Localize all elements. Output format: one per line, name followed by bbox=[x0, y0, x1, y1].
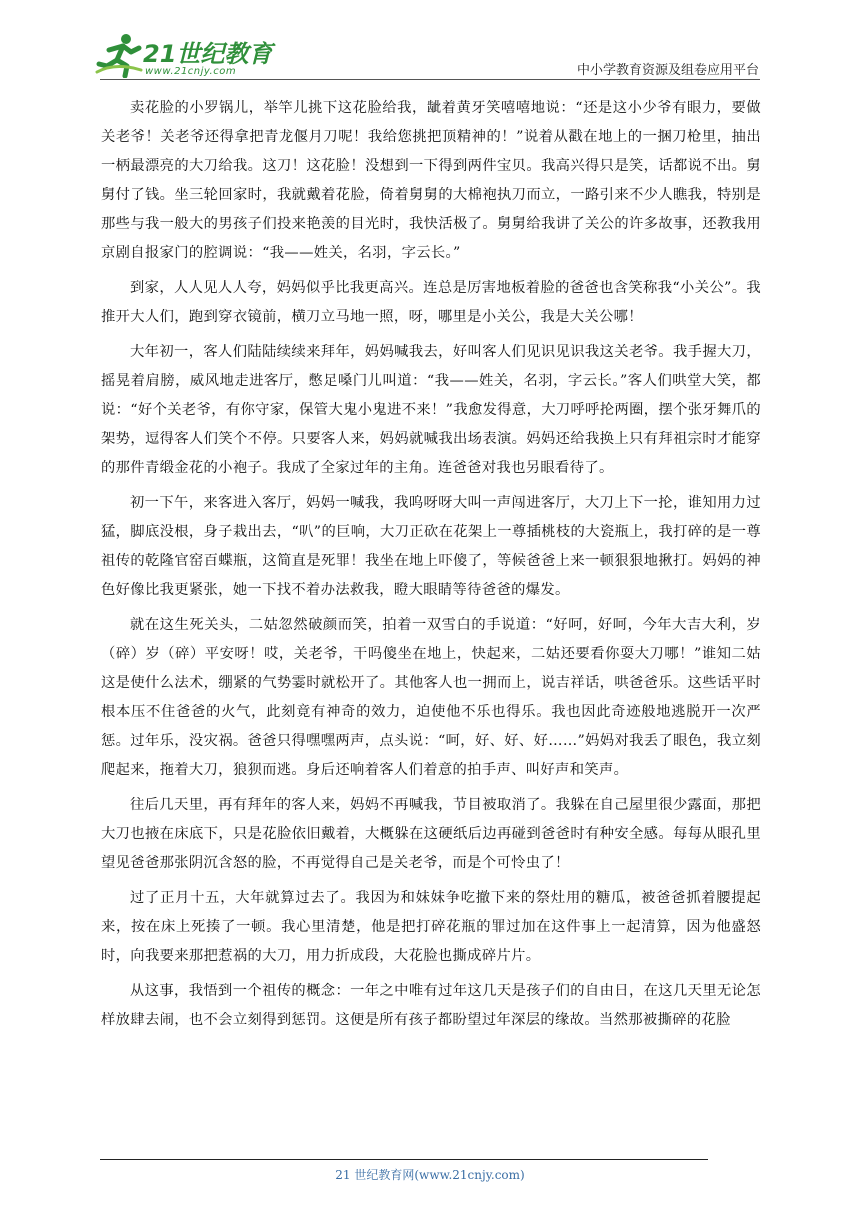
site-logo[interactable] bbox=[95, 32, 273, 80]
logo-url: www.21cnjy.com bbox=[145, 66, 237, 77]
paragraph: 初一下午，来客进入客厅，妈妈一喊我，我呜呀呀大叫一声闯进客厅，大刀上下一抡，谁知用力过猛，脚底没根，身子栽出去，“叭”的巨响，大刀正砍在花架上一尊插桃枝的大瓷瓶上，我打碎的是一尊祖传的乾隆官窑百蝶瓶，这简直是死罪！我坐在地上吓傻了，等候爸爸上来一顿狠狠地揪打。妈妈的神色好像比我更紧张，她一下找不着办法救我，瞪大眼睛等待爸爸的爆发。 bbox=[101, 495, 761, 598]
paragraph: 卖花脸的小罗锅儿，举竿儿挑下这花脸给我，龇着黄牙笑嘻嘻地说：“还是这小少爷有眼力，要做关老爷！关老爷还得拿把青龙偃月刀呢！我给您挑把顶精神的！”说着从戳在地上的一捆刀枪里，抽出一柄最漂亮的大刀给我。这刀！这花脸！没想到一下得到两件宝贝。我高兴得只是笑，话都说不出。舅舅付了钱。坐三轮回家时，我就戴着花脸，倚着舅舅的大棉袍执刀而立，一路引来不少人瞧我，特别是那些与我一般大的男孩子们投来艳羡的目光时，我快活极了。舅舅给我讲了关公的许多故事，还教我用京剧自报家门的腔调说：“我——姓关，名羽，字云长。” bbox=[101, 100, 761, 261]
paragraph: 过了正月十五，大年就算过去了。我因为和妹妹争吃撤下来的祭灶用的糖瓜，被爸爸抓着腰提起来，按在床上死揍了一顿。我心里清楚，他是把打碎花瓶的罪过加在这件事上一起清算，因为他盛怒时，向我要来那把惹祸的大刀，用力折成段，大花脸也撕成碎片片。 bbox=[101, 890, 761, 964]
paragraph: 就在这生死关头，二姑忽然破颜而笑，拍着一双雪白的手说道：“好呵，好呵，今年大吉大利，岁（碎）岁（碎）平安呀！哎，关老爷，干吗傻坐在地上，快起来，二姑还要看你耍大刀哪！”谁知二姑这是使什么法术，绷紧的气势霎时就松开了。其他客人也一拥而上，说吉祥话，哄爸爸乐。这些话平时根本压不住爸爸的火气，此刻竟有神奇的效力，迫使他不乐也得乐。我也因此奇迹般地逃脱开一次严惩。过年乐，没灾祸。爸爸只得嘿嘿两声，点头说：“呵，好、好、好……”妈妈对我丢了眼色，我立刻爬起来，拖着大刀，狼狈而逃。身后还响着客人们着意的拍手声、叫好声和笑声。 bbox=[101, 617, 761, 778]
logo-text: 21世纪教育 bbox=[143, 40, 273, 68]
header-divider bbox=[100, 79, 760, 80]
page-header bbox=[0, 0, 860, 90]
paragraph: 往后几天里，再有拜年的客人来，妈妈不再喊我，节目被取消了。我躲在自己屋里很少露面，那把大刀也掖在床底下，只是花脸依旧戴着，大概躲在这硬纸后边再碰到爸爸时有种安全感。每每从眼孔里望见爸爸那张阴沉含怒的脸，不再觉得自己是关老爷，而是个可怜虫了！ bbox=[101, 797, 761, 871]
footer-divider bbox=[100, 1159, 708, 1160]
paragraph: 从这事，我悟到一个祖传的概念：一年之中唯有过年这几天是孩子们的自由日，在这几天里无论怎样放肆去闹，也不会立刻得到惩罚。这便是所有孩子都盼望过年深层的缘故。当然那被撕碎的花脸 bbox=[101, 983, 761, 1028]
paragraph: 到家，人人见人人夸，妈妈似乎比我更高兴。连总是厉害地板着脸的爸爸也含笑称我“小关公”。我推开大人们，跑到穿衣镜前，横刀立马地一照，呀，哪里是小关公，我是大关公哪！ bbox=[101, 280, 761, 325]
runner-logo-icon bbox=[95, 32, 143, 78]
footer-link[interactable]: 21 世纪教育网(www.21cnjy.com) bbox=[335, 1168, 525, 1182]
document-body bbox=[101, 94, 761, 1035]
paragraph: 大年初一，客人们陆陆续续来拜年，妈妈喊我去，好叫客人们见识见识我这关老爷。我手握大刀，摇晃着肩膀，威风地走进客厅，憋足嗓门儿叫道：“我——姓关，名羽，字云长。”客人们哄堂大笑，都说：“好个关老爷，有你守家，保管大鬼小鬼进不来！”我愈发得意，大刀呼呼抡两圈，摆个张牙舞爪的架势，逗得客人们笑个不停。只要客人来，妈妈就喊我出场表演。妈妈还给我换上只有拜祖宗时才能穿的那件青缎金花的小袍子。我成了全家过年的主角。连爸爸对我也另眼看待了。 bbox=[101, 344, 761, 476]
platform-title: 中小学教育资源及组卷应用平台 bbox=[576, 63, 759, 78]
